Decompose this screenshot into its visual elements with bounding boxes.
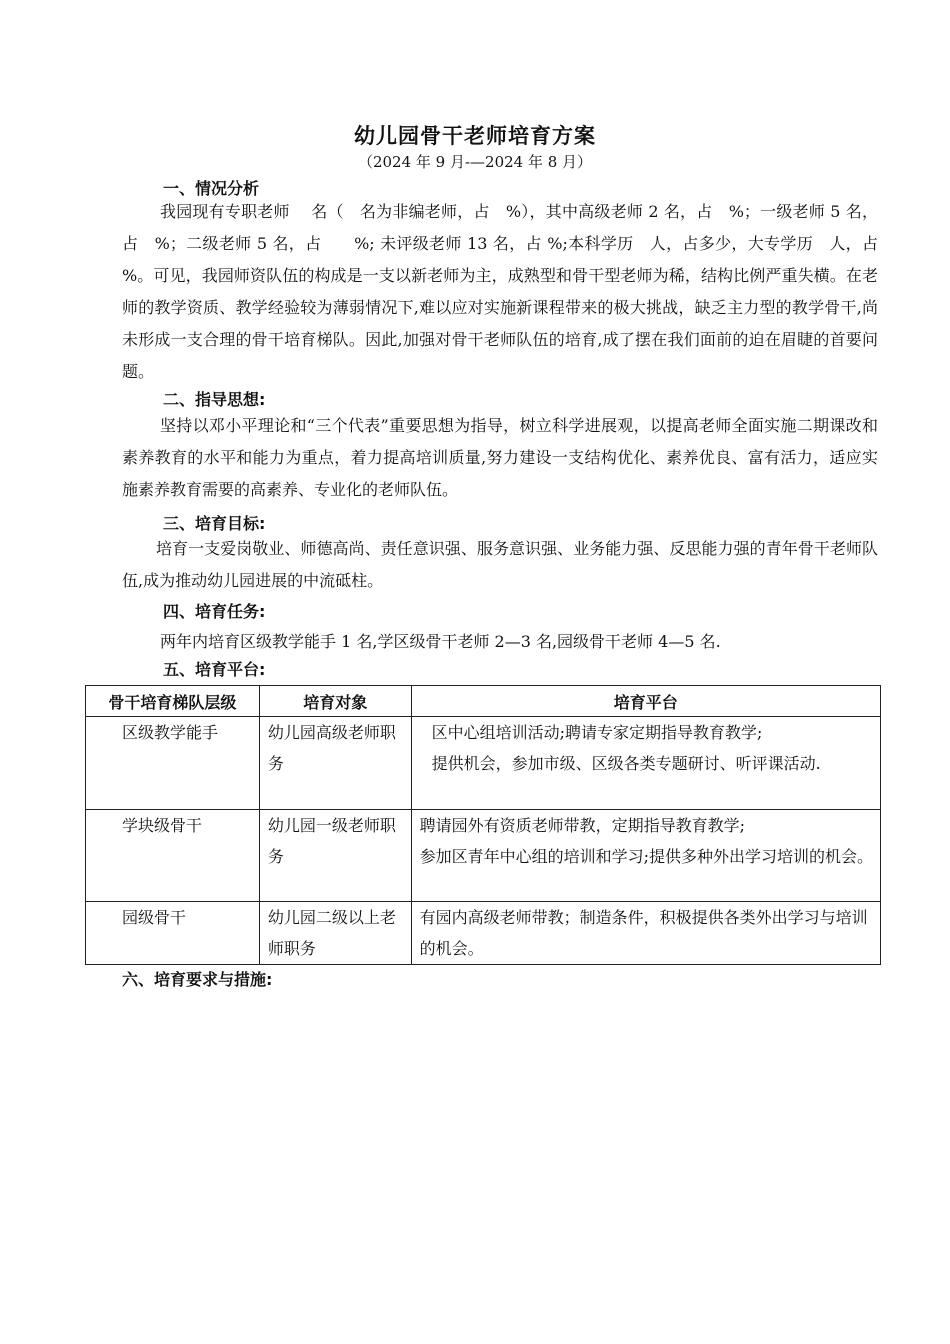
section-heading-requirements: 六、培育要求与措施:: [122, 970, 273, 989]
table-row: [86, 810, 881, 902]
section-heading-goals: 三、培育目标:: [163, 514, 266, 533]
section-body-goals: 培育一支爱岗敬业、师德高尚、责任意识强、服务意识强、业务能力强、反思能力强的青年骨干老师队伍,成为推动幼儿园进展的中流砥柱。: [122, 539, 878, 590]
table-cell-level: 园级骨干: [86, 902, 260, 965]
section-body-situation: 我园现有专职老师 名（ 名为非编老师，占 %），其中高级老师 2 名，占 %；一级老师 5 名，占 %；二级老师 5 名，占 %; 未评级老师 13 名，占 %;本科学历 人，占多少，大专学历 人，占 %。可见，我园师资队伍的构成是一支以新老师为主，成熟型和骨干型老师为稀，结构比例严重失横。在老师的教学资质、教学经验较为薄弱情况下,难以应对实施新课程带来的极大挑战，缺乏主力型的教学骨干,尚未形成一支合理的骨干培育梯队。因此,加强对骨干老师队伍的培育,成了摆在我们面前的迫在眉睫的首要问题。: [122, 202, 878, 381]
table-cell-target: 幼儿园一级老师职务: [259, 810, 411, 902]
table-cell-level: 区级教学能手: [86, 717, 260, 810]
table-header-platform: 培育平台: [411, 686, 880, 717]
table-cell-platform: [411, 810, 880, 902]
table-row: [86, 902, 881, 965]
platform-line: 有园内高级老师带教；制造条件，积极提供各类外出学习与培训的机会。: [419, 908, 868, 958]
table-header-target: 培育对象: [259, 686, 411, 717]
table-header-level: 骨干培育梯队层级: [86, 686, 260, 717]
platform-table: [85, 685, 881, 965]
section-body-tasks: 两年内培育区级教学能手 1 名,学区级骨干老师 2—3 名,园级骨干老师 4—5 名.: [160, 632, 721, 651]
platform-line: 聘请园外有资质老师带教，定期指导教育教学;: [419, 816, 746, 835]
table-header-row: [86, 686, 881, 717]
platform-line: 提供机会，参加市级、区级各类专题研讨、听评课活动.: [431, 754, 821, 773]
section-heading-tasks: 四、培育任务:: [163, 602, 266, 621]
page-title: 幼儿园骨干老师培育方案: [354, 124, 596, 148]
section-heading-guiding-thought: 二、指导思想:: [163, 390, 266, 409]
section-heading-situation: 一、情况分析: [163, 179, 260, 198]
table-row: [86, 717, 881, 810]
page-subtitle: （2024 年 9 月-—2024 年 8 月）: [357, 153, 593, 171]
section-heading-platform: 五、培育平台:: [163, 660, 266, 679]
table-cell-target: 幼儿园二级以上老师职务: [259, 902, 411, 965]
section-body-guiding-thought: 坚持以邓小平理论和“三个代表”重要思想为指导，树立科学进展观，以提高老师全面实施二期课改和素养教育的水平和能力为重点，着力提高培训质量,努力建设一支结构优化、素养优良、富有活力，适应实施素养教育需要的高素养、专业化的老师队伍。: [122, 416, 878, 499]
table-cell-platform: [411, 717, 880, 810]
table-cell-level: 学块级骨干: [86, 810, 260, 902]
platform-line: 区中心组培训活动;聘请专家定期指导教育教学;: [431, 723, 763, 742]
platform-line: 参加区青年中心组的培训和学习;提供多种外出学习培训的机会。: [419, 847, 874, 866]
table-cell-target: 幼儿园高级老师职务: [259, 717, 411, 810]
table-cell-platform: [411, 902, 880, 965]
